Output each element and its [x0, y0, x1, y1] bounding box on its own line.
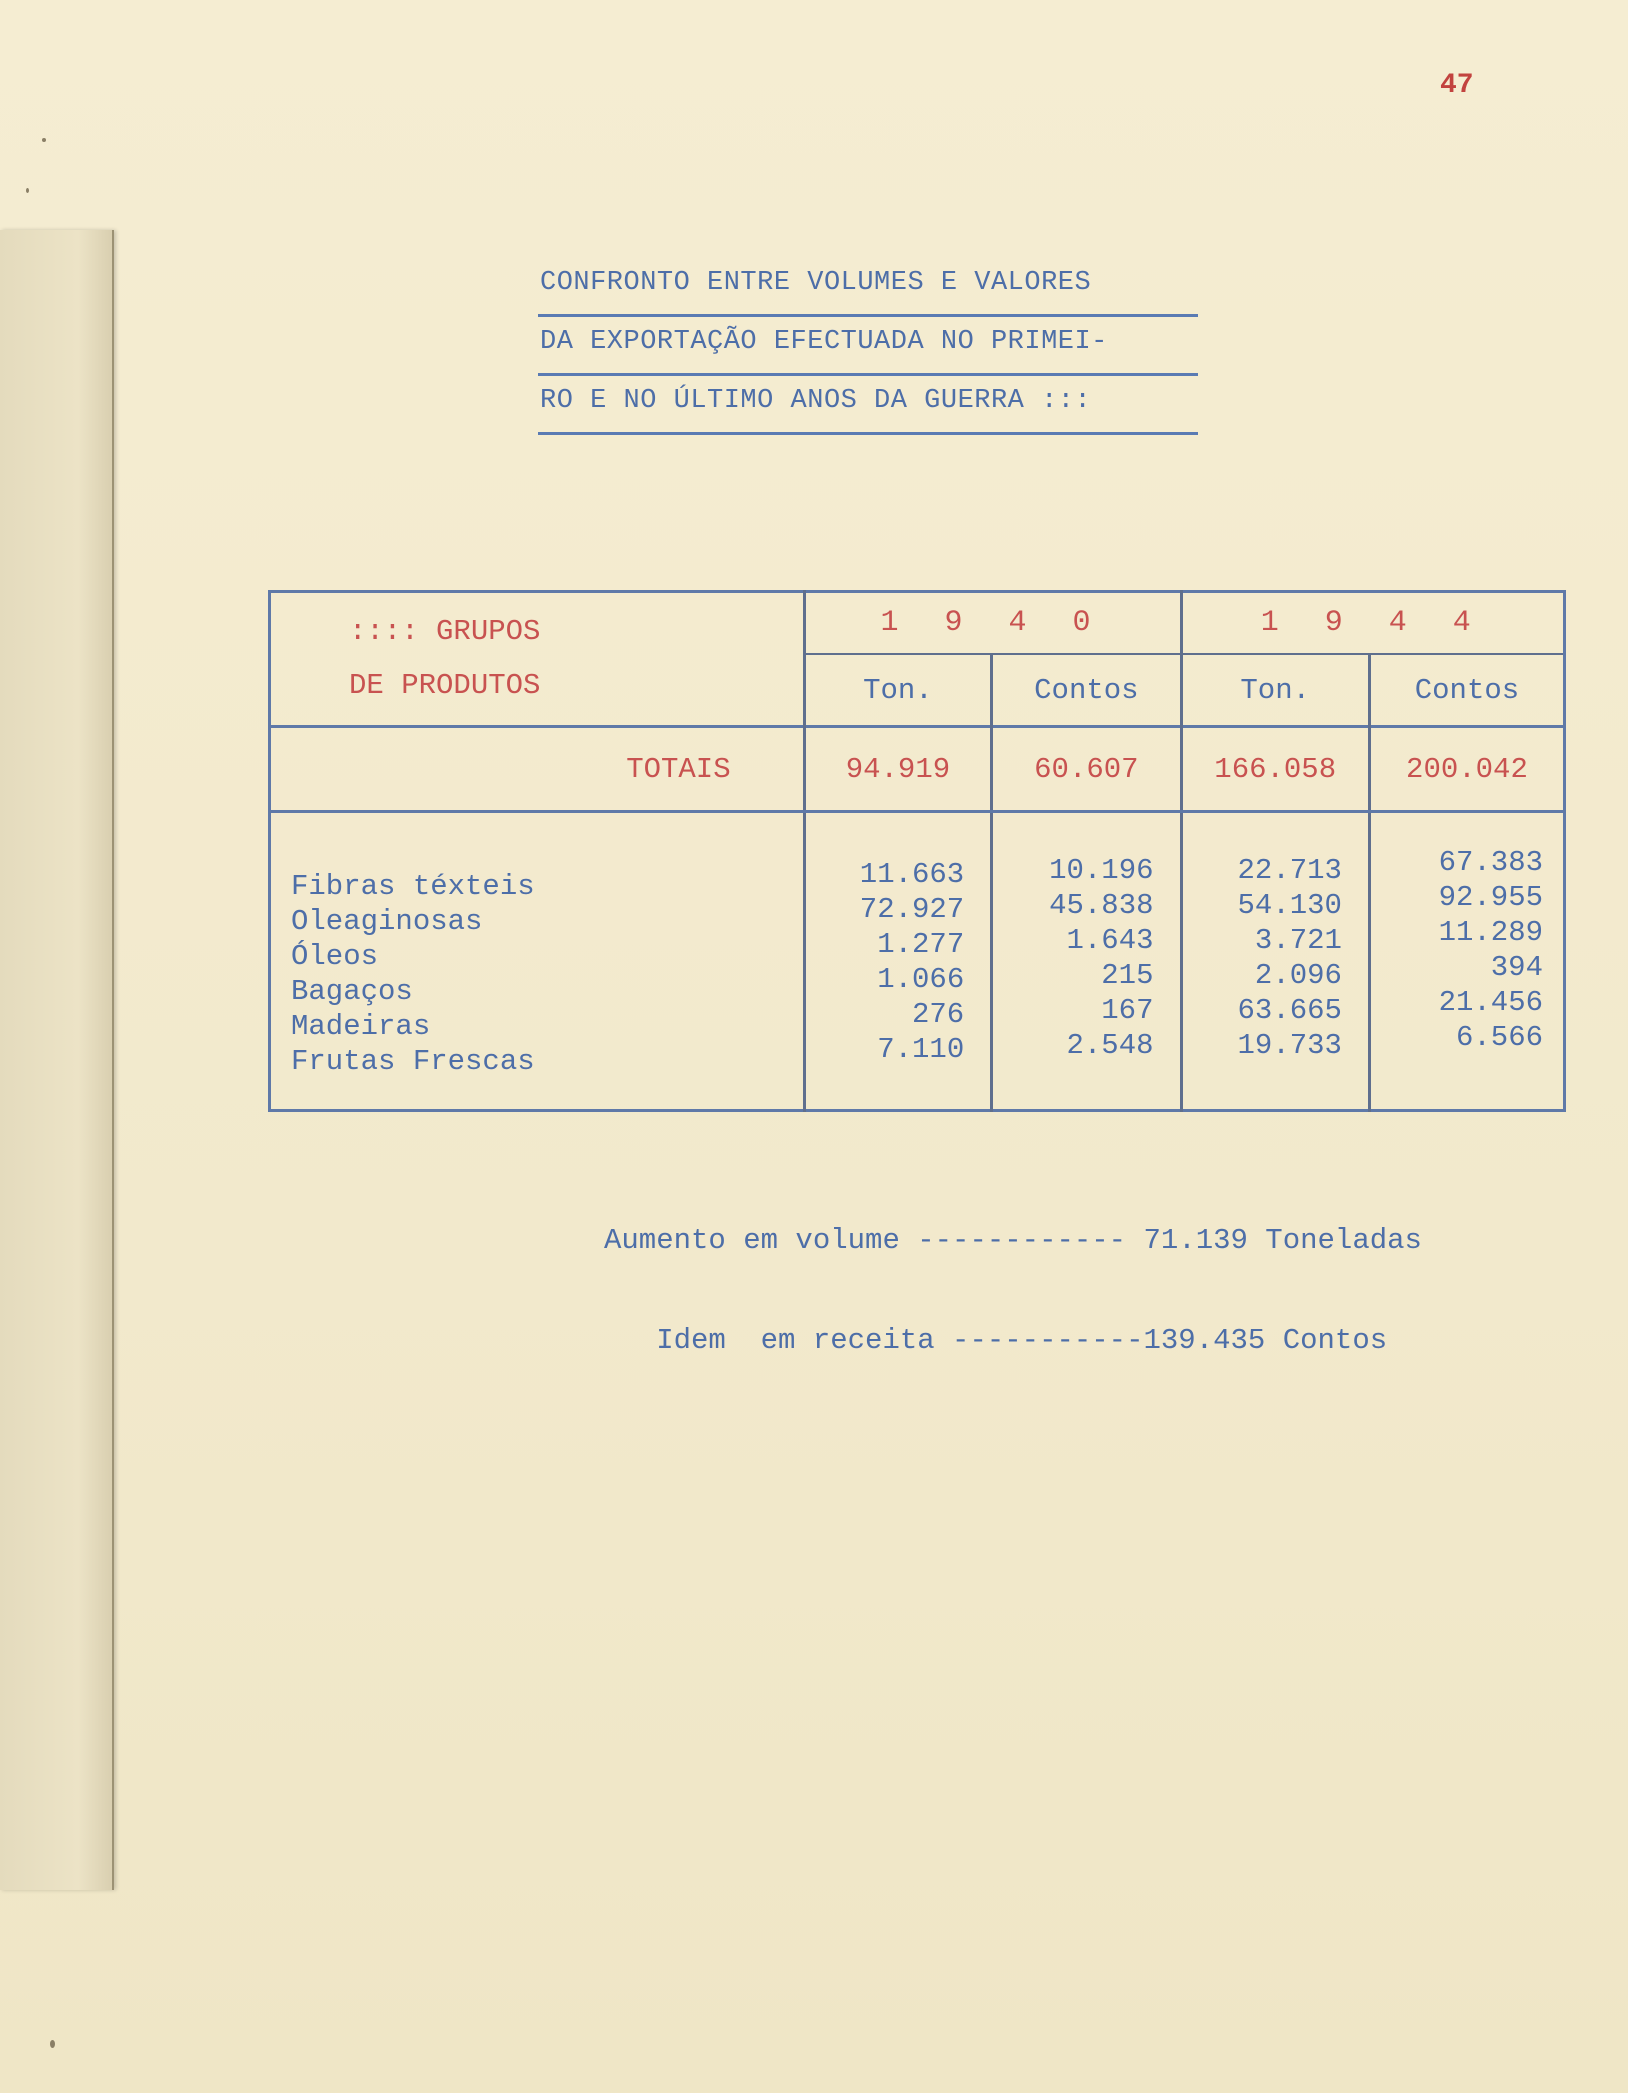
total-ton-1940: 94.919	[804, 727, 992, 812]
summary-revenue-increase: Idem em receita -----------139.435 Contos	[604, 1324, 1388, 1357]
product-name: Fibras téxteis	[291, 870, 535, 903]
table-cell: 167	[1101, 994, 1154, 1027]
table-cell: 10.196	[1049, 854, 1154, 887]
product-name: Frutas Frescas	[291, 1045, 535, 1078]
summary-volume-increase: Aumento em volume ------------ 71.139 Toneladas	[604, 1224, 1422, 1257]
totals-label: TOTAIS	[270, 727, 805, 812]
subheader-ton-1940: Ton.	[804, 654, 992, 727]
header-groups-line-1: :::: GRUPOS	[349, 615, 541, 648]
table-cell: 22.713	[1237, 854, 1342, 887]
table-cell: 54.130	[1237, 889, 1342, 922]
table-cell: 7.110	[877, 1033, 965, 1066]
paper-speck	[50, 2040, 55, 2048]
subheader-contos-1940: Contos	[992, 654, 1181, 727]
total-contos-1940: 60.607	[992, 727, 1181, 812]
paper-speck	[42, 138, 46, 142]
subheader-ton-1944: Ton.	[1181, 654, 1369, 727]
contos-1944-column	[1369, 812, 1564, 1111]
summary-block	[604, 1158, 1422, 1391]
table-cell: 2.548	[1066, 1029, 1154, 1062]
table-cell: 394	[1490, 951, 1543, 984]
table-cell: 63.665	[1237, 994, 1342, 1027]
table-cell: 11.663	[859, 858, 965, 891]
table-cell: 45.838	[1049, 889, 1154, 922]
table-cell: 11.289	[1438, 916, 1543, 949]
table-cell: 1.277	[877, 928, 965, 961]
table-cell: 215	[1101, 959, 1154, 992]
paper-speck	[26, 188, 29, 193]
table-cell: 72.927	[859, 893, 965, 926]
table-cell: 67.383	[1438, 846, 1543, 879]
product-name: Óleos	[291, 940, 379, 973]
table-cell: 276	[912, 998, 965, 1031]
product-name: Oleaginosas	[291, 905, 483, 938]
binder-strip	[0, 230, 114, 1890]
product-name: Madeiras	[291, 1010, 431, 1043]
title-line-2: DA EXPORTAÇÃO EFECTUADA NO PRIMEI-	[538, 317, 1198, 376]
header-groups-line-2: DE PRODUTOS	[349, 669, 541, 702]
table-cell: 92.955	[1438, 881, 1543, 914]
table-cell: 6.566	[1455, 1021, 1543, 1054]
total-ton-1944: 166.058	[1181, 727, 1369, 812]
table-cell: 19.733	[1237, 1029, 1342, 1062]
header-groups	[270, 592, 805, 727]
contos-1940-column	[992, 812, 1181, 1111]
products-column	[270, 812, 805, 1111]
table-cell: 1.643	[1066, 924, 1154, 957]
ton-1944-column	[1181, 812, 1369, 1111]
subheader-contos-1944: Contos	[1369, 654, 1564, 727]
title-line-3: RO E NO ÚLTIMO ANOS DA GUERRA :::	[538, 376, 1198, 435]
ton-1940-column	[804, 812, 992, 1111]
page-number: 47	[1440, 70, 1474, 101]
title-line-1: CONFRONTO ENTRE VOLUMES E VALORES	[538, 258, 1198, 317]
table-cell: 21.456	[1438, 986, 1543, 1019]
table-cell: 3.721	[1254, 924, 1342, 957]
header-year-1940: 1 9 4 0	[804, 592, 1181, 655]
document-title	[538, 258, 1198, 435]
header-year-1944: 1 9 4 4	[1181, 592, 1565, 655]
table-cell: 1.066	[877, 963, 965, 996]
product-name: Bagaços	[291, 975, 413, 1008]
total-contos-1944: 200.042	[1369, 727, 1564, 812]
export-table	[268, 590, 1566, 1112]
table-cell: 2.096	[1254, 959, 1342, 992]
